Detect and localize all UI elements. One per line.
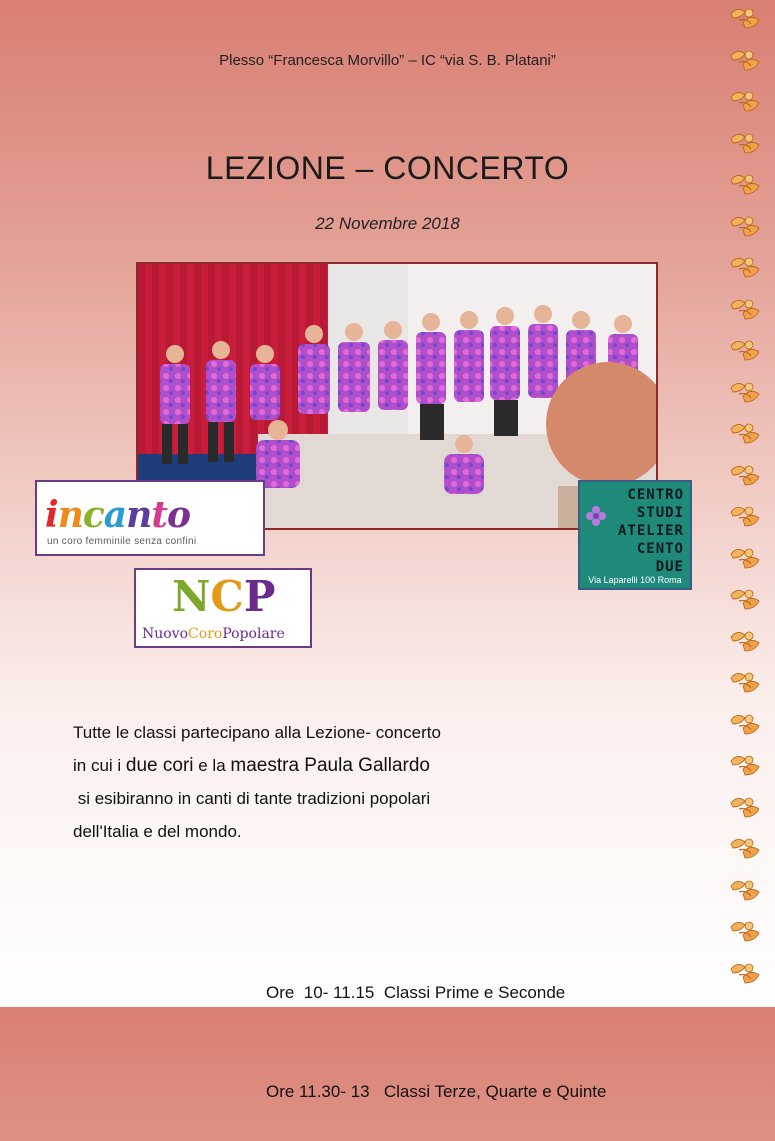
incanto-logo bbox=[35, 480, 265, 556]
centro-studi-atelier-logo bbox=[578, 480, 692, 590]
angel-icon bbox=[729, 295, 763, 325]
description-line-2: in cui i due cori e la maestra Paula Gallardo bbox=[73, 755, 430, 776]
incanto-tagline: un coro femminile senza confini bbox=[47, 536, 197, 547]
schedule-row: Ore 11.30- 13 Classi Terze, Quarte e Quinte bbox=[266, 1082, 607, 1101]
angel-icon bbox=[729, 834, 763, 864]
angel-icon bbox=[729, 336, 763, 366]
angel-icon bbox=[729, 502, 763, 532]
description-line-1: Tutte le classi partecipano alla Lezione- concerto bbox=[73, 723, 441, 742]
csa-name: CENTRO STUDI ATELIER CENTO DUE bbox=[617, 487, 684, 575]
event-date: 22 Novembre 2018 bbox=[315, 214, 460, 233]
angel-icon bbox=[729, 544, 763, 574]
angel-icon bbox=[729, 710, 763, 740]
angel-icon bbox=[729, 253, 763, 283]
angel-icon bbox=[729, 751, 763, 781]
nuovo-coro-popolare-logo bbox=[134, 568, 312, 648]
description bbox=[73, 716, 441, 848]
school-header: Plesso “Francesca Morvillo” – IC “via S. B. Platani” bbox=[219, 52, 556, 69]
angel-icon bbox=[729, 87, 763, 117]
angel-icon bbox=[729, 419, 763, 449]
angel-icon bbox=[729, 627, 763, 657]
angel-icon bbox=[729, 4, 763, 34]
schedule-row: Ore 10- 11.15 Classi Prime e Seconde bbox=[266, 983, 566, 1002]
angel-icon bbox=[729, 378, 763, 408]
angel-icon bbox=[729, 876, 763, 906]
angel-icon bbox=[729, 793, 763, 823]
ncp-name: NuovoCoroPopolare bbox=[142, 626, 285, 642]
angel-icon bbox=[729, 959, 763, 989]
incanto-wordmark: incanto bbox=[45, 494, 190, 536]
angel-icon bbox=[729, 585, 763, 615]
csa-address: Via Laparelli 100 Roma bbox=[588, 575, 682, 585]
angel-icon bbox=[729, 917, 763, 947]
description-line-4: dell'Italia e del mondo. bbox=[73, 822, 242, 841]
page-title: LEZIONE – CONCERTO bbox=[205, 150, 570, 186]
angel-icon bbox=[729, 461, 763, 491]
angel-icon bbox=[729, 668, 763, 698]
schedule bbox=[266, 910, 607, 1141]
ncp-monogram: NCP bbox=[172, 572, 276, 621]
description-line-3: si esibiranno in canti di tante tradizioni popolari bbox=[73, 789, 431, 808]
